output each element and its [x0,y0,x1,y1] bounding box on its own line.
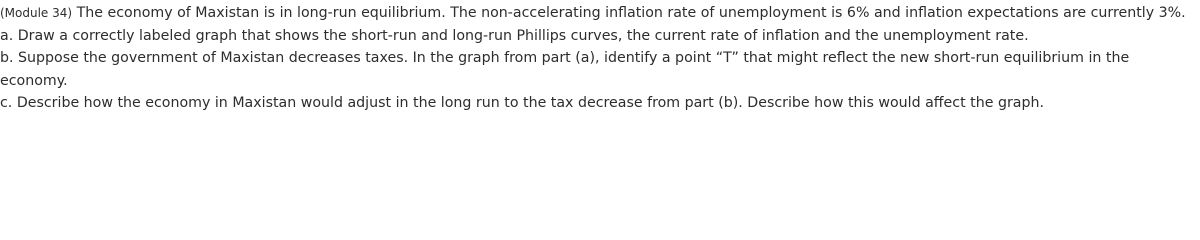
question-part-b: b. Suppose the government of Maxistan decreases taxes. In the graph from part (a), identify a point “T” that might reflect the new short-run equilibrium in the economy. [0,50,1130,89]
question-intro [0,2,1196,25]
question-part-c: c. Describe how the economy in Maxistan would adjust in the long run to the tax decrease from part (b). Describe how this would affect the graph. [0,95,1044,112]
question-text-block [0,0,1196,115]
question-part-a: a. Draw a correctly labeled graph that shows the short-run and long-run Phillips curves, the current rate of inflation and the unemployment rate. [0,27,1029,44]
module-tag: (Module 34) [0,6,73,20]
intro-text: The economy of Maxistan is in long-run equilibrium. The non-accelerating inflation rate of unemployment is 6% and inflation expectations are currently 3%. [76,5,1186,21]
